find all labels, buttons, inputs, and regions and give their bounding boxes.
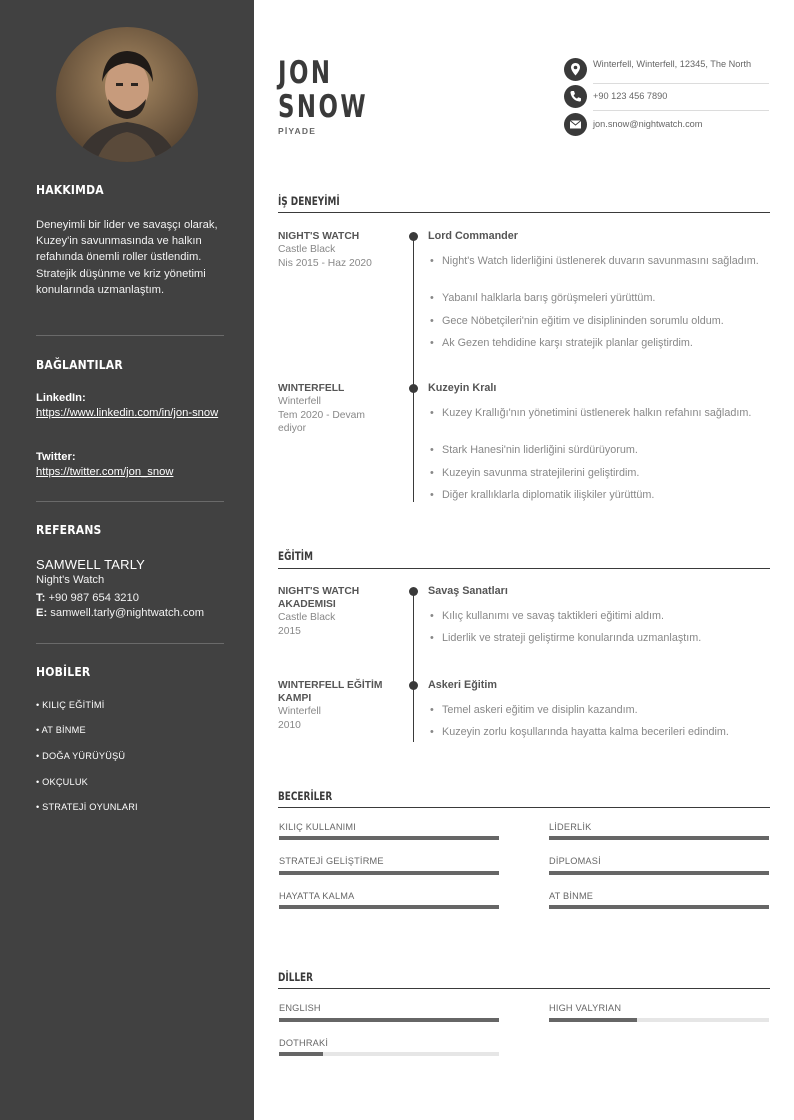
timeline-dot bbox=[409, 587, 418, 596]
skills-heading: BECERİLER bbox=[278, 789, 333, 803]
timeline-dot bbox=[409, 681, 418, 690]
first-name: JON bbox=[278, 55, 333, 91]
timeline-dot bbox=[409, 384, 418, 393]
divider bbox=[36, 335, 224, 336]
skill-bar-fill bbox=[279, 871, 499, 875]
profile-photo bbox=[56, 27, 198, 162]
experience-heading: İŞ DENEYİMİ bbox=[278, 194, 340, 208]
language-bar bbox=[279, 1052, 499, 1056]
experience-bullet: • Stark Hanesi'nin liderliğini sürdürüyorum. bbox=[430, 443, 760, 457]
skill-label: STRATEJİ GELİŞTİRME bbox=[279, 856, 384, 866]
envelope-icon bbox=[564, 113, 587, 136]
skill-bar-fill bbox=[279, 905, 499, 909]
reference-phone bbox=[36, 592, 139, 604]
education-bullet: • Kılıç kullanımı ve savaş taktikleri eğitimi aldım. bbox=[430, 609, 760, 623]
location-pin-icon bbox=[564, 58, 587, 81]
last-name: SNOW bbox=[278, 89, 369, 125]
experience-bullet: • Yabanıl halklarla barış görüşmeleri yürüttüm. bbox=[430, 291, 760, 305]
experience-role: Kuzeyin Kralı bbox=[428, 382, 497, 394]
language-bar-fill bbox=[279, 1018, 499, 1022]
email-label: E: bbox=[36, 607, 48, 619]
skill-bar-fill bbox=[279, 836, 499, 840]
experience-bullet: • Diğer krallıklarla diplomatik ilişkiler yürüttüm. bbox=[430, 488, 760, 502]
address-text: Winterfell, Winterfell, 12345, The North bbox=[593, 59, 752, 69]
reference-name: SAMWELL TARLY bbox=[36, 557, 146, 572]
experience-bullet: • Kuzey Krallığı'nın yönetimini üstlenerek halkın refahını sağladım. bbox=[430, 406, 760, 420]
language-bar bbox=[549, 1018, 769, 1022]
skill-bar bbox=[549, 871, 769, 875]
education-role: Savaş Sanatları bbox=[428, 585, 508, 597]
linkedin-label: LinkedIn: bbox=[36, 392, 86, 404]
hobby-item: • STRATEJİ OYUNLARI bbox=[36, 802, 138, 812]
languages-heading: DİLLER bbox=[278, 970, 313, 984]
education-bullet: • Temel askeri eğitim ve disiplin kazandım. bbox=[430, 703, 760, 717]
skill-bar bbox=[279, 871, 499, 875]
skill-label: DİPLOMASİ bbox=[549, 856, 601, 866]
experience-bullet: • Kuzeyin savunma stratejilerini geliştirdim. bbox=[430, 466, 760, 480]
phone-text: +90 123 456 7890 bbox=[593, 91, 668, 101]
experience-org: NIGHT'S WATCH bbox=[278, 231, 360, 242]
experience-bullet: • Gece Nöbetçileri'nin eğitim ve disiplininden sorumlu oldum. bbox=[430, 314, 760, 328]
skill-bar bbox=[549, 905, 769, 909]
education-heading: EĞİTİM bbox=[278, 549, 313, 563]
about-text: Deneyimli bir lider ve savaşçı olarak, Kuzey'in savunmasında ve halkın refahında önemli roller üstlendim. Stratejik düşünme ve kriz yönetimi konularında uzmanlaştım. bbox=[36, 219, 218, 296]
section-rule bbox=[278, 568, 770, 569]
education-bullet: • Kuzeyin zorlu koşullarında hayatta kalma becerileri edindim. bbox=[430, 725, 760, 739]
education-role: Askeri Eğitim bbox=[428, 679, 498, 691]
education-dates: 2010 bbox=[278, 720, 301, 731]
sidebar bbox=[0, 0, 254, 1120]
skill-label: AT BİNME bbox=[549, 891, 594, 901]
skill-label: LİDERLİK bbox=[549, 822, 592, 832]
section-rule bbox=[278, 212, 770, 213]
skill-bar-fill bbox=[549, 871, 769, 875]
education-org: NIGHT'S WATCH AKADEMISI bbox=[278, 586, 360, 610]
education-org: WINTERFELL EĞİTİM KAMPI bbox=[278, 680, 383, 704]
education-dates: 2015 bbox=[278, 626, 301, 637]
education-location: Castle Black bbox=[278, 612, 336, 623]
linkedin-link[interactable]: https://www.linkedin.com/in/jon-snow bbox=[36, 407, 219, 419]
language-label: HIGH VALYRIAN bbox=[549, 1003, 622, 1013]
reference-phone-value: +90 987 654 3210 bbox=[48, 592, 139, 604]
reference-email bbox=[36, 607, 204, 619]
hobbies-heading: HOBİLER bbox=[36, 665, 91, 679]
divider bbox=[593, 83, 769, 84]
hobby-item: • KILIÇ EĞİTİMİ bbox=[36, 700, 105, 710]
experience-role: Lord Commander bbox=[428, 230, 518, 242]
language-label: DOTHRAKİ bbox=[279, 1038, 329, 1048]
education-timeline bbox=[413, 591, 414, 742]
hobby-item: • OKÇULUK bbox=[36, 777, 88, 787]
reference-email-value: samwell.tarly@nightwatch.com bbox=[50, 607, 205, 619]
links-heading: BAĞLANTILAR bbox=[36, 358, 123, 372]
twitter-label: Twitter: bbox=[36, 451, 76, 463]
language-bar-fill bbox=[549, 1018, 637, 1022]
education-bullet: • Liderlik ve strateji geliştirme konularında uzmanlaştım. bbox=[430, 631, 760, 645]
hobby-item: • AT BİNME bbox=[36, 725, 86, 735]
section-rule bbox=[278, 988, 770, 989]
skill-label: HAYATTA KALMA bbox=[279, 891, 355, 901]
experience-timeline bbox=[413, 236, 414, 502]
skill-bar-fill bbox=[549, 905, 769, 909]
language-bar-fill bbox=[279, 1052, 323, 1056]
experience-bullet: • Ak Gezen tehdidine karşı stratejik planlar geliştirdim. bbox=[430, 336, 760, 350]
skill-bar bbox=[279, 836, 499, 840]
experience-dates: Nis 2015 - Haz 2020 bbox=[278, 258, 372, 269]
about-heading: HAKKIMDA bbox=[36, 183, 104, 197]
timeline-dot bbox=[409, 232, 418, 241]
divider bbox=[36, 501, 224, 502]
divider bbox=[36, 643, 224, 644]
experience-location: Castle Black bbox=[278, 244, 336, 255]
email-text: jon.snow@nightwatch.com bbox=[593, 119, 703, 129]
language-bar bbox=[279, 1018, 499, 1022]
reference-org: Night's Watch bbox=[36, 574, 105, 586]
twitter-link[interactable]: https://twitter.com/jon_snow bbox=[36, 466, 174, 478]
experience-dates: Tem 2020 - Devam ediyor bbox=[278, 410, 365, 435]
experience-org: WINTERFELL bbox=[278, 383, 345, 394]
job-title: PİYADE bbox=[278, 126, 317, 136]
experience-bullet: • Night's Watch liderliğini üstlenerek duvarın savunmasını sağladım. bbox=[430, 254, 760, 268]
skill-bar bbox=[549, 836, 769, 840]
skill-bar-fill bbox=[549, 836, 769, 840]
hobby-item: • DOĞA YÜRÜYÜŞÜ bbox=[36, 751, 126, 761]
education-location: Winterfell bbox=[278, 706, 321, 717]
divider bbox=[593, 110, 769, 111]
skill-bar bbox=[279, 905, 499, 909]
section-rule bbox=[278, 807, 770, 808]
phone-label: T: bbox=[36, 592, 46, 604]
skill-label: KILIÇ KULLANIMI bbox=[279, 822, 357, 832]
reference-heading: REFERANS bbox=[36, 523, 102, 537]
language-label: ENGLISH bbox=[279, 1003, 321, 1013]
phone-icon bbox=[564, 85, 587, 108]
experience-location: Winterfell bbox=[278, 396, 321, 407]
